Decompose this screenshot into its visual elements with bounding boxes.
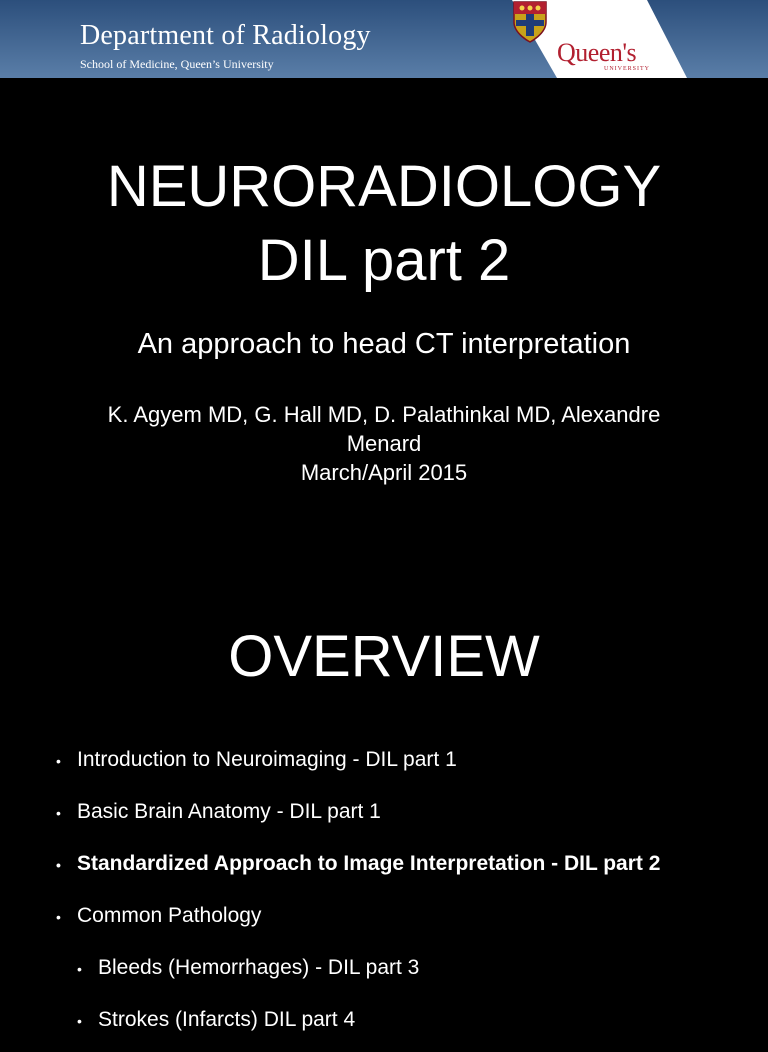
title-line-2: DIL part 2: [257, 228, 511, 293]
authors: K. Agyem MD, G. Hall MD, D. Palathinkal MD, Alexandre Menard: [107, 402, 661, 456]
list-item: [0, 844, 768, 896]
list-item-text: Basic Brain Anatomy - DIL part 1: [77, 800, 381, 823]
list-item: [0, 792, 768, 844]
list-item-text: Bleeds (Hemorrhages) - DIL part 3: [98, 956, 420, 979]
slide-title: [0, 150, 768, 298]
list-item: [0, 740, 768, 792]
date: March/April 2015: [300, 460, 468, 485]
crest-icon: [512, 0, 548, 44]
list-item-text: Standardized Approach to Image Interpretation - DIL part 2: [77, 852, 661, 875]
bullet-icon: •: [77, 961, 82, 977]
list-item: [0, 948, 768, 1000]
queens-logo: [512, 0, 768, 78]
title-line-1: NEURORADIOLOGY: [106, 154, 662, 219]
bullet-icon: •: [56, 857, 61, 873]
bullet-icon: •: [56, 805, 61, 821]
list-item-text: Introduction to Neuroimaging - DIL part 1: [77, 748, 457, 771]
slide-subtitle: An approach to head CT interpretation: [137, 328, 631, 360]
header-banner: [0, 0, 768, 78]
authors-block: [0, 400, 768, 487]
bullet-icon: •: [56, 909, 61, 925]
bullet-icon: •: [56, 753, 61, 769]
list-item-text: Strokes (Infarcts) DIL part 4: [98, 1008, 356, 1031]
overview-list: [0, 740, 768, 1052]
department-title: Department of Radiology: [80, 20, 371, 51]
school-subtitle: School of Medicine, Queen’s University: [80, 57, 274, 71]
list-item: [0, 1000, 768, 1052]
logo-university: UNIVERSITY: [604, 66, 650, 72]
list-item: [0, 896, 768, 948]
list-item-text: Common Pathology: [77, 904, 262, 927]
overview-title: OVERVIEW: [228, 624, 540, 689]
logo-wordmark: Queen's: [557, 38, 637, 67]
bullet-icon: •: [77, 1013, 82, 1029]
